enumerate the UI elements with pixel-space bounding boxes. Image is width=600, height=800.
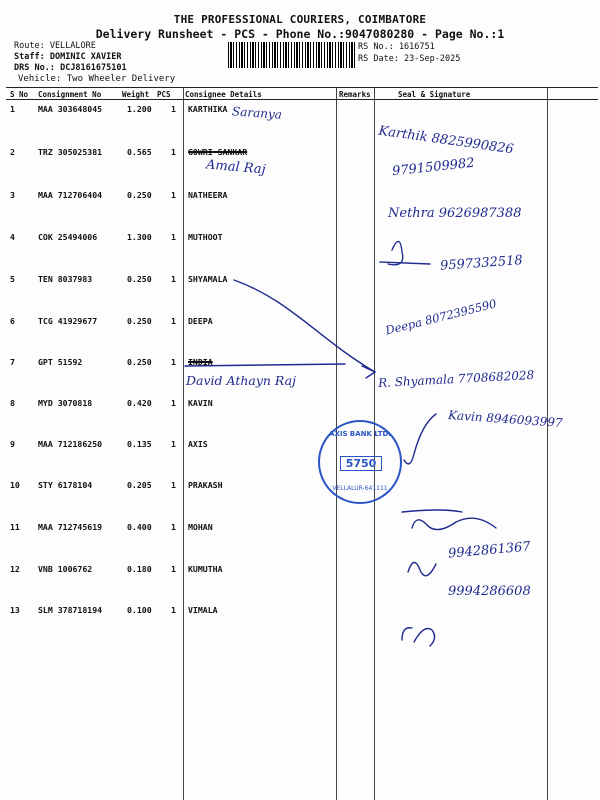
row-sno: 3 [10,190,15,200]
rs-date: RS Date: 23-Sep-2025 [358,54,461,64]
row-sno: 10 [10,480,20,490]
row-weight: 0.400 [127,522,152,532]
row-sno: 11 [10,522,20,532]
signature-note: Deepa 8072395590 [383,296,498,338]
row-pcs: 1 [171,274,176,284]
col-header-weight: Weight [122,90,150,99]
signature-note: Nethra 9626987388 [388,206,522,221]
drs-label: DRS No.: [14,63,55,73]
row-consignment: MAA 712186250 [38,439,103,449]
signature-scribble [404,414,436,464]
row-consignment: MYD 3070818 [38,398,93,408]
signature-note: 9597332518 [439,253,524,274]
row-sno: 8 [10,398,15,408]
row-consignment: MAA 712745619 [38,522,103,532]
row-consignee: KARTHIKA [188,104,228,114]
col-header-remarks: Remarks [339,90,371,99]
row-consignment: TRZ 305025381 [38,147,103,157]
row-pcs: 1 [171,357,176,367]
company-title: THE PROFESSIONAL COURIERS, COIMBATORE [173,13,427,26]
row-pcs: 1 [171,439,176,449]
row-weight: 0.250 [127,316,152,326]
row-pcs: 1 [171,480,176,490]
stamp-number: 5750 [340,456,382,471]
row-pcs: 1 [171,398,176,408]
signature-note: 9791509982 [391,155,476,180]
row-sno: 6 [10,316,15,326]
row-consignee: PRAKASH [188,480,223,490]
row-consignee: AXIS [188,439,208,449]
row-consignee: KUMUTHA [188,564,223,574]
row-sno: 5 [10,274,15,284]
vehicle-label: Vehicle: Two Wheeler Delivery [18,74,176,84]
row-weight: 1.300 [127,232,152,242]
row-sno: 7 [10,357,15,367]
row-consignment: SLM 378718194 [38,605,103,615]
arrow-stroke [234,280,375,372]
signature-note: Kavin 8946093997 [447,408,563,430]
row-weight: 0.565 [127,147,152,157]
row-consignee: MOHAN [188,522,213,532]
row-pcs: 1 [171,147,176,157]
row-consignment: MAA 712706404 [38,190,103,200]
row-consignment: COK 25494006 [38,232,98,242]
row-consignee: NATHEERA [188,190,228,200]
handwritten-receiver: Saranya [231,104,283,122]
row-sno: 4 [10,232,15,242]
stamp-branch: VELLALUR-641111 [332,485,388,492]
row-consignee: VIMALA [188,605,218,615]
row-weight: 0.100 [127,605,152,615]
row-consignee: SHYAMALA [188,274,228,284]
staff-label: Staff: [14,52,45,62]
row-weight: 0.250 [127,190,152,200]
row-pcs: 1 [171,316,176,326]
row-pcs: 1 [171,232,176,242]
row-pcs: 1 [171,522,176,532]
row-weight: 1.200 [127,104,152,114]
handwritten-receiver: David Athayn Raj [186,373,296,388]
row-weight: 0.180 [127,564,152,574]
row-pcs: 1 [171,190,176,200]
row-consignment: GPT 51592 [38,357,83,367]
signature-scribble [412,518,496,529]
row-consignee: GOWRI SANKAR [188,147,248,157]
row-consignment: VNB 1006762 [38,564,93,574]
signature-scribble [402,628,435,646]
signature-scribble [402,510,462,512]
row-weight: 0.250 [127,357,152,367]
row-pcs: 1 [171,104,176,114]
row-consignment: TCG 41929677 [38,316,98,326]
row-consignment: STY 6178104 [38,480,93,490]
row-weight: 0.135 [127,439,152,449]
col-header-sno: S No [10,90,29,99]
row-sno: 12 [10,564,20,574]
signature-note: 9994286608 [448,584,531,599]
row-consignee: MUTHOOT [188,232,223,242]
row-consignee: KAVIN [188,398,213,408]
underline-stroke [185,364,345,366]
row-sno: 13 [10,605,20,615]
drs-number: DCJ8161675101 [60,63,127,73]
row-consignment: MAA 303648045 [38,104,103,114]
row-consignee: INDIA [188,357,213,367]
row-pcs: 1 [171,564,176,574]
runsheet-subtitle: Delivery Runsheet - PCS - Phone No.:9047080280 - Page No.:1 [95,27,505,41]
row-pcs: 1 [171,605,176,615]
route-label: Route: VELLALORE [14,41,96,51]
signature-scribble [380,241,430,264]
col-header-signature: Seal & Signature [398,90,471,99]
col-header-pcs: PCS [157,90,171,99]
signature-scribble [408,562,436,575]
rs-number: RS No.: 1616751 [358,42,435,52]
row-weight: 0.420 [127,398,152,408]
handwritten-receiver: Amal Raj [205,157,267,178]
row-weight: 0.205 [127,480,152,490]
signature-note: R. Shyamala 7708682028 [377,367,535,391]
col-header-consignment: Consignment No [38,90,102,99]
row-sno: 9 [10,439,15,449]
row-consignment: TEN 8037983 [38,274,93,284]
stamp-bank-name: AXIS BANK LTD. [329,430,391,438]
staff-name: DOMINIC XAVIER [49,52,122,62]
signature-note: 9942861367 [447,539,532,562]
row-weight: 0.250 [127,274,152,284]
row-consignee: DEEPA [188,316,213,326]
bank-stamp [318,420,402,504]
row-sno: 1 [10,104,15,114]
col-header-consignee: Consignee Details [185,90,262,99]
signature-note: Karthik 8825990826 [377,123,515,158]
row-sno: 2 [10,147,15,157]
